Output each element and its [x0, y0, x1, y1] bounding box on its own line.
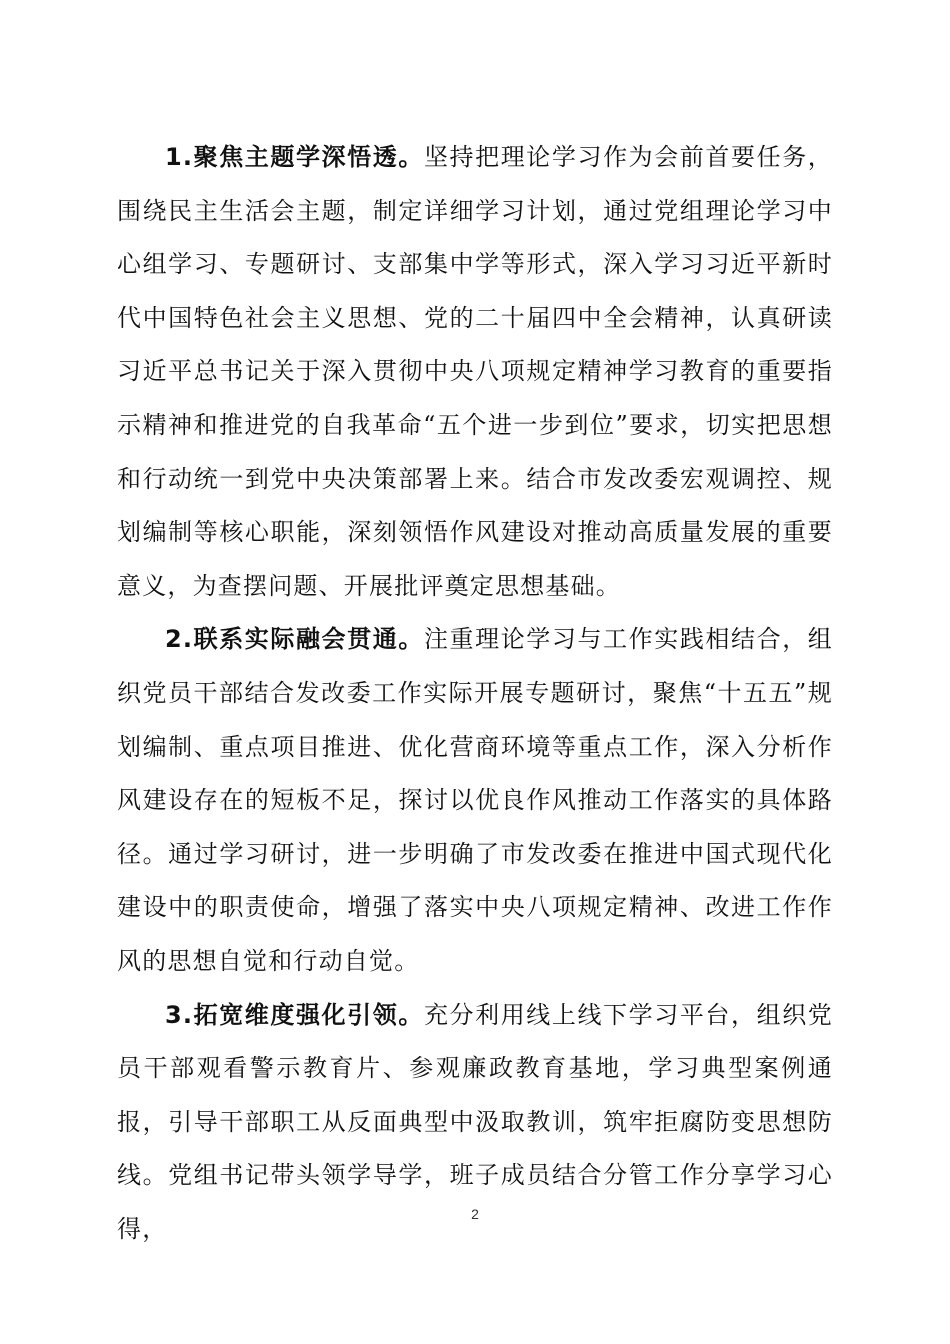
paragraph-1 — [117, 131, 833, 613]
paragraph-2-text: 注重理论学习与工作实践相结合，组织党员干部结合发改委工作实际开展专题研讨，聚焦“十五五”规划编制、重点项目推进、优化营商环境等重点工作，深入分析作风建设存在的短板不足，探讨以优良作风推动工作落实的具体路径。通过学习研讨，进一步明确了市发改委在推进中国式现代化建设中的职责使命，增强了落实中央八项规定精神、改进工作作风的思想自觉和行动自觉。 — [117, 625, 833, 975]
document-body — [117, 131, 833, 1256]
page-number: 2 — [471, 1206, 479, 1222]
paragraph-2-heading: 2.联系实际融会贯通。 — [165, 625, 424, 654]
paragraph-3-text: 充分利用线上线下学习平台，组织党员干部观看警示教育片、参观廉政教育基地，学习典型案例通报，引导干部职工从反面典型中汲取教训，筑牢拒腐防变思想防线。党组书记带头领学导学，班子成员结合分管工作分享学习心得， — [117, 1000, 833, 1243]
paragraph-1-heading: 1.聚焦主题学深悟透。 — [165, 143, 424, 171]
paragraph-3-heading: 3.拓宽维度强化引领。 — [165, 1000, 424, 1029]
paragraph-1-text: 坚持把理论学习作为会前首要任务，围绕民主生活会主题，制定详细学习计划，通过党组理论学习中心组学习、专题研讨、支部集中学等形式，深入学习习近平新时代中国特色社会主义思想、党的二十届四中全会精神，认真研读习近平总书记关于深入贯彻中央八项规定精神学习教育的重要指示精神和推进党的自我革命“五个进一步到位”要求，切实把思想和行动统一到党中央决策部署上来。结合市发改委宏观调控、规划编制等核心职能，深刻领悟作风建设对推动高质量发展的重要意义，为查摆问题、开展批评奠定思想基础。 — [117, 143, 833, 600]
paragraph-2 — [117, 613, 833, 988]
